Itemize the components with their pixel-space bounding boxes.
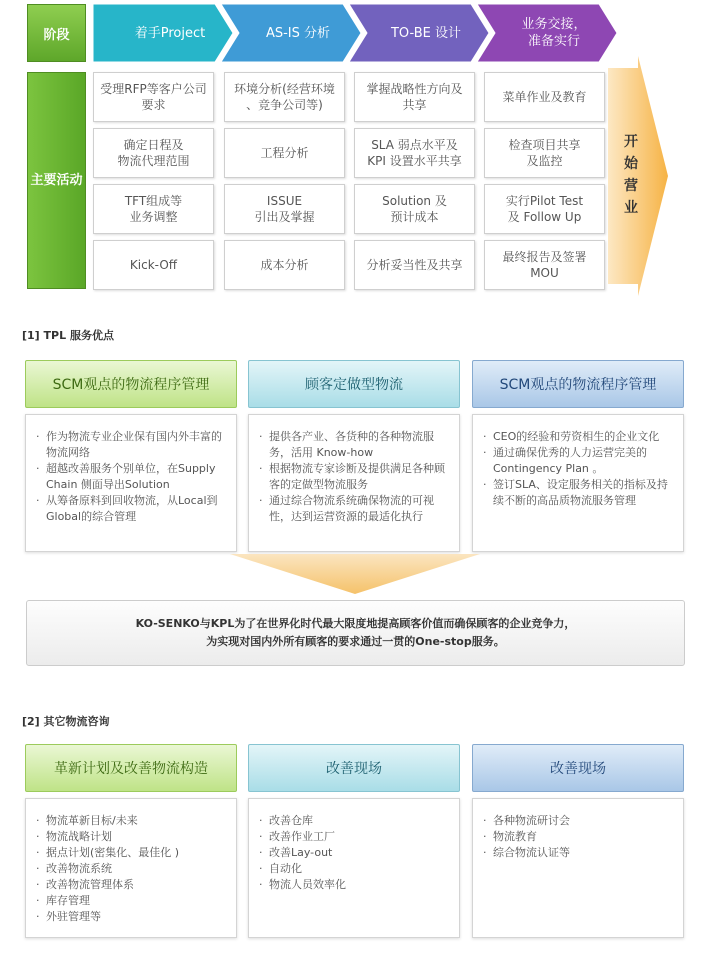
consulting-list bbox=[483, 813, 675, 861]
start-label-char: 始 bbox=[624, 156, 638, 172]
activity-label-char: 主 bbox=[30, 172, 44, 188]
consulting-item: · 改善Lay-out bbox=[259, 845, 451, 861]
summary-line: KO-SENKO与KPL为了在世界化时代最大限度地提高顾客价值而确保顾客的企业竞争力， bbox=[135, 617, 576, 630]
activity-cell: 掌握战略性方向及 共享 bbox=[354, 72, 475, 122]
consulting-list bbox=[259, 813, 451, 893]
benefit-item: · 提供各产业、各货种的各种物流服务，活用 Know-how bbox=[259, 429, 451, 461]
summary-statement bbox=[26, 600, 685, 666]
consulting-item: · 外驻管理等 bbox=[36, 909, 228, 925]
activity-cell: ISSUE 引出及掌握 bbox=[224, 184, 345, 234]
phase-chevron-2 bbox=[221, 4, 361, 62]
start-operation-label bbox=[608, 131, 654, 219]
start-label-char: 开 bbox=[624, 134, 638, 150]
consulting-item: · 各种物流研讨会 bbox=[483, 813, 675, 829]
benefit-card-body bbox=[472, 414, 684, 552]
consulting-item: · 物流人员效率化 bbox=[259, 877, 451, 893]
activity-label bbox=[27, 72, 86, 289]
phase-label-text: AS-IS 分析 bbox=[265, 25, 331, 41]
activity-cell: 最终报告及签署 MOU bbox=[484, 240, 605, 290]
activity-cell: 分析妥当性及共享 bbox=[354, 240, 475, 290]
consulting-item: · 改善物流管理体系 bbox=[36, 877, 228, 893]
activity-cell: 检查项目共享 及监控 bbox=[484, 128, 605, 178]
activity-cell: SLA 弱点水平及 KPI 设置水平共享 bbox=[354, 128, 475, 178]
benefit-item: · 通过综合物流系统确保物流的可视性，达到运营资源的最适化执行 bbox=[259, 493, 451, 525]
benefit-list bbox=[36, 429, 228, 525]
activity-cell: Kick-Off bbox=[93, 240, 214, 290]
consulting-list bbox=[36, 813, 228, 925]
phase-label: 阶段 bbox=[27, 4, 86, 62]
activity-cell: 工程分析 bbox=[224, 128, 345, 178]
benefit-item: · CEO的经验和劳资相生的企业文化 bbox=[483, 429, 675, 445]
consulting-item: · 库存管理 bbox=[36, 893, 228, 909]
activity-cell: 实行Pilot Test 及 Follow Up bbox=[484, 184, 605, 234]
benefit-item: · 通过确保优秀的人力运营完美的Contingency Plan 。 bbox=[483, 445, 675, 477]
activity-cell: 确定日程及 物流代理范围 bbox=[93, 128, 214, 178]
benefit-card-header: 顾客定做型物流 bbox=[248, 360, 460, 408]
down-arrow-shape bbox=[230, 554, 480, 594]
activity-label-char: 要 bbox=[43, 172, 57, 188]
benefit-card-header: SCM观点的物流程序管理 bbox=[472, 360, 684, 408]
consulting-item: · 改善作业工厂 bbox=[259, 829, 451, 845]
benefit-item: · 签订SLA、设定服务相关的指标及持续不断的高品质物流服务管理 bbox=[483, 477, 675, 509]
summary-down-arrow bbox=[230, 554, 480, 594]
consulting-item: · 改善物流系统 bbox=[36, 861, 228, 877]
phase-chevron-3 bbox=[349, 4, 489, 62]
consulting-item: · 据点计划(密集化、最佳化 ) bbox=[36, 845, 228, 861]
benefit-card-body bbox=[248, 414, 460, 552]
benefit-card-body bbox=[25, 414, 237, 552]
phase-chevron-1 bbox=[93, 4, 233, 62]
activity-cell: 菜单作业及教育 bbox=[484, 72, 605, 122]
summary-line: 为实现对国内外所有顾客的要求通过一贯的One-stop服务。 bbox=[206, 635, 505, 648]
consulting-card-body bbox=[25, 798, 237, 938]
consulting-card-header: 革新计划及改善物流构造 bbox=[25, 744, 237, 792]
activity-cell: TFT组成等 业务调整 bbox=[93, 184, 214, 234]
consulting-item: · 改善仓库 bbox=[259, 813, 451, 829]
consulting-card-body bbox=[248, 798, 460, 938]
consulting-item: · 自动化 bbox=[259, 861, 451, 877]
activity-label-char: 活 bbox=[56, 172, 70, 188]
activity-cell: 环境分析(经营环境 、竞争公司等) bbox=[224, 72, 345, 122]
section1-title: [1] TPL 服务优点 bbox=[22, 329, 114, 342]
phase-label-text: 业务交接， 准备实行 bbox=[521, 17, 587, 49]
benefit-item: · 作为物流专业企业保有国内外丰富的物流网络 bbox=[36, 429, 228, 461]
benefit-list bbox=[483, 429, 675, 509]
start-label-char: 业 bbox=[624, 200, 638, 216]
phase-label-text: TO-BE 设计 bbox=[390, 25, 462, 41]
section2-title: [2] 其它物流咨询 bbox=[22, 715, 110, 728]
activity-cell: 受理RFP等客户公司 要求 bbox=[93, 72, 214, 122]
consulting-card-header: 改善现场 bbox=[248, 744, 460, 792]
start-label-char: 营 bbox=[624, 178, 638, 194]
consulting-item: · 综合物流认证等 bbox=[483, 845, 675, 861]
benefit-item: · 根据物流专家诊断及提供满足各种顾客的定做型物流服务 bbox=[259, 461, 451, 493]
benefit-list bbox=[259, 429, 451, 525]
benefit-item: · 超越改善服务个别单位，在Supply Chain 侧面导出Solution bbox=[36, 461, 228, 493]
consulting-item: · 物流教育 bbox=[483, 829, 675, 845]
activity-cell: Solution 及 预计成本 bbox=[354, 184, 475, 234]
consulting-card-header: 改善现场 bbox=[472, 744, 684, 792]
activity-label-char: 动 bbox=[69, 172, 83, 188]
consulting-item: · 物流战略计划 bbox=[36, 829, 228, 845]
benefit-item: · 从筹备原料到回收物流，从Local到Global的综合管理 bbox=[36, 493, 228, 525]
consulting-card-body bbox=[472, 798, 684, 938]
consulting-item: · 物流革新目标/未来 bbox=[36, 813, 228, 829]
start-operation-arrow bbox=[608, 56, 668, 296]
phase-label-text: 着手Project bbox=[134, 25, 206, 41]
activity-cell: 成本分析 bbox=[224, 240, 345, 290]
phase-chevron-4 bbox=[477, 4, 617, 62]
benefit-card-header: SCM观点的物流程序管理 bbox=[25, 360, 237, 408]
